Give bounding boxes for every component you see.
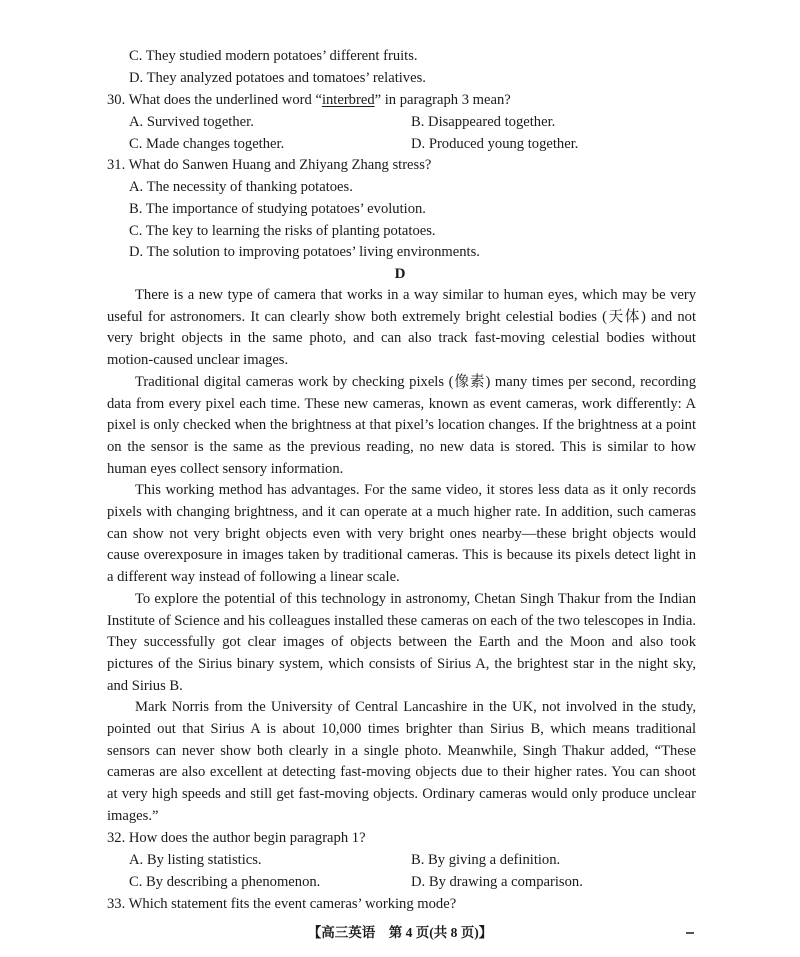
question-33-stem: 33. Which statement fits the event cameras’ working mode? bbox=[107, 896, 457, 912]
passage-paragraph-4: To explore the potential of this technology in astronomy, Chetan Singh Thakur from the Indian Institute of Science and his colleagues installed these cameras on each of the two telescopes in India. They successfully got clear images of objects between the Earth and the Moon and also took pictures of the Sirius binary system, which consists of Sirius A, the brightest star in the night sky, and Sirius B. bbox=[107, 590, 696, 694]
reading-passage bbox=[107, 285, 696, 828]
question-32-stem: 32. How does the author begin paragraph 1? bbox=[107, 830, 366, 846]
passage-paragraph-3: This working method has advantages. For the same video, it stores less data as it only records pixels with changing brightness, and it can operate at a much higher rate. In addition, such cameras can show not very bright objects even with very bright ones nearby—these bright objects would cause overexposure in images taken by traditional cameras. This is because its pixels detect light in a different way instead of following a linear scale. bbox=[107, 482, 696, 586]
underlined-word: interbred bbox=[321, 92, 375, 108]
option-29d: D. They analyzed potatoes and tomatoes’ relatives. bbox=[129, 70, 426, 86]
question-30-stem bbox=[107, 91, 511, 109]
passage-paragraph-5: Mark Norris from the University of Central Lancashire in the UK, not involved in the study, pointed out that Sirius A is about 10,000 times brighter than Sirius B, which means traditional sensors can never show both clearly in a single photo. Meanwhile, Singh Thakur added, “These cameras are also excellent at detecting fast-moving objects due to their higher rates. You can shoot at very high speeds and still get fast-moving objects. Ordinary cameras would only produce unclear images.” bbox=[107, 699, 696, 824]
option-29c: C. They studied modern potatoes’ different fruits. bbox=[129, 48, 418, 64]
option-31a: A. The necessity of thanking potatoes. bbox=[129, 179, 353, 195]
question-30-stem-before: 30. What does the underlined word “ bbox=[107, 92, 322, 108]
option-32d: D. By drawing a comparison. bbox=[411, 874, 583, 890]
option-32a: A. By listing statistics. bbox=[129, 852, 262, 868]
option-31c: C. The key to learning the risks of planting potatoes. bbox=[129, 223, 436, 239]
passage-paragraph-2: Traditional digital cameras work by checking pixels (像素) many times per second, recording data from every pixel each time. These new cameras, known as event cameras, work differently: A pixel is only checked when the brightness at that pixel’s location changes. If the brightness at a point on the sensor is the same as the previous reading, no new data is stored. This is similar to how human eyes collect sensory information. bbox=[107, 373, 696, 477]
option-31d: D. The solution to improving potatoes’ living environments. bbox=[129, 244, 480, 260]
passage-paragraph-1: There is a new type of camera that works in a way similar to human eyes, which may be very useful for astronomers. It can clearly show both extremely bright celestial bodies (天体) and not very bright objects in the same photo, and can also track fast-moving celestial bodies without motion-caused unclear images. bbox=[107, 287, 696, 369]
option-31b: B. The importance of studying potatoes’ evolution. bbox=[129, 201, 426, 217]
option-32c: C. By describing a phenomenon. bbox=[129, 874, 321, 890]
option-30c: C. Made changes together. bbox=[129, 136, 285, 152]
option-30b: B. Disappeared together. bbox=[411, 114, 556, 130]
option-30d: D. Produced young together. bbox=[411, 136, 579, 152]
option-30a: A. Survived together. bbox=[129, 114, 254, 130]
section-heading: D bbox=[394, 266, 406, 282]
question-31-stem: 31. What do Sanwen Huang and Zhiyang Zhang stress? bbox=[107, 157, 432, 173]
option-32b: B. By giving a definition. bbox=[411, 852, 561, 868]
corner-mark bbox=[686, 932, 694, 934]
question-30-stem-after: ” in paragraph 3 mean? bbox=[374, 92, 511, 108]
page-footer: 【高三英语 第 4 页(共 8 页)】 bbox=[307, 925, 493, 940]
